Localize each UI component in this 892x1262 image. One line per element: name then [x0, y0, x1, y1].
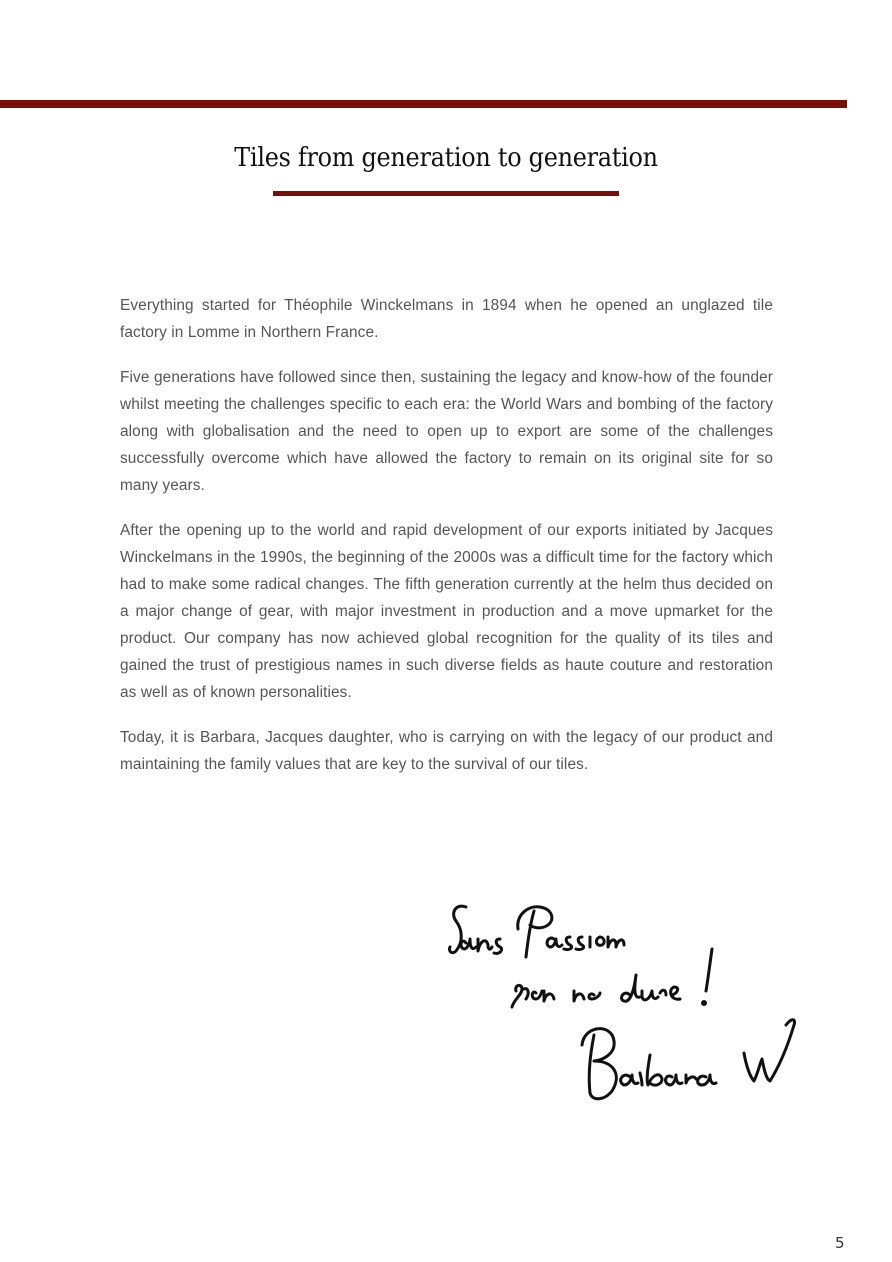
handwritten-signature — [444, 895, 804, 1110]
title-underline — [273, 191, 619, 196]
paragraph: Five generations have followed since then, sustaining the legacy and know-how of the founder whilst meeting the challenges specific to each era: the World Wars and bombing of the factory along with globalisation and the need to open up to export are some of the challenges successfully overcome which have allowed the factory to remain on its original site for so many years. — [120, 369, 773, 494]
paragraph: Today, it is Barbara, Jacques daughter, who is carrying on with the legacy of our product and maintaining the family values that are key to the survival of our tiles. — [120, 729, 773, 773]
top-accent-bar — [0, 100, 847, 108]
paragraph: After the opening up to the world and rapid development of our exports initiated by Jacques Winckelmans in the 1990s, the beginning of the 2000s was a difficult time for the factory which had to make some radical changes. The fifth generation currently at the helm thus decided on a major change of gear, with major investment in production and a move upmarket for the product. Our company has now achieved global recognition for the quality of its tiles and gained the trust of prestigious names in such diverse fields as haute couture and restoration as well as of known personalities. — [120, 522, 773, 701]
signature-drawing — [444, 895, 804, 1110]
body-text — [120, 292, 773, 796]
page-number: 5 — [835, 1234, 845, 1252]
page-title: Tiles from generation to generation — [234, 143, 658, 173]
paragraph: Everything started for Théophile Winckelmans in 1894 when he opened an unglazed tile factory in Lomme in Northern France. — [120, 297, 773, 341]
